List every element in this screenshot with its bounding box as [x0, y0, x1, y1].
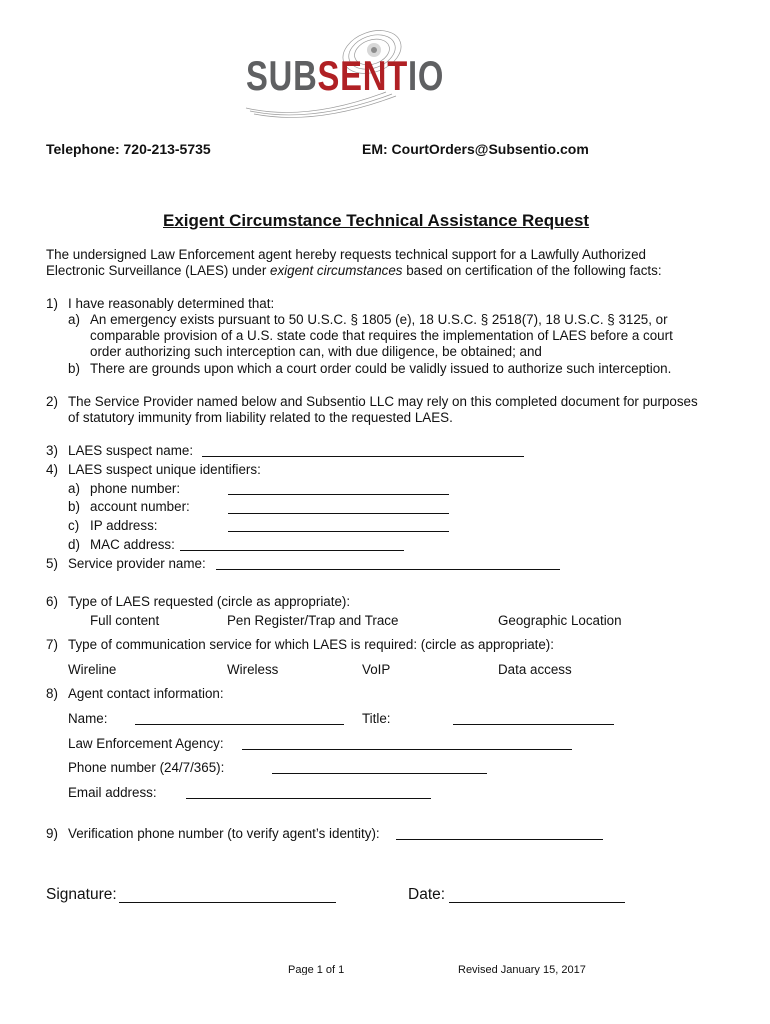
mac-address-label: MAC address: — [90, 537, 175, 552]
account-number-field[interactable] — [228, 513, 449, 514]
item-8-number: 8) — [46, 686, 58, 701]
mac-address-field[interactable] — [180, 550, 404, 551]
item-6-number: 6) — [46, 594, 58, 609]
option-wireless[interactable]: Wireless — [227, 662, 279, 677]
agent-contact-label: Agent contact information: — [68, 686, 224, 701]
page-number: Page 1 of 1 — [288, 964, 345, 975]
item-9-number: 9) — [46, 826, 58, 841]
agent-phone-field[interactable] — [272, 773, 487, 774]
phone-number-field[interactable] — [228, 494, 449, 495]
signature-label: Signature: — [46, 886, 117, 903]
option-full-content[interactable]: Full content — [90, 613, 160, 628]
agent-email-label: Email address: — [68, 785, 157, 800]
footer — [0, 964, 770, 975]
revision-date: Revised January 15, 2017 — [458, 964, 586, 975]
item-1a-line-2: comparable provision of a U.S. state code that requires the implementation of LAES before a court — [90, 328, 673, 343]
agent-name-label: Name: — [68, 711, 108, 726]
agent-phone-label: Phone number (24/7/365): — [68, 760, 225, 775]
item-3-number: 3) — [46, 443, 58, 458]
suspect-name-label: LAES suspect name: — [68, 443, 194, 458]
phone-number-label: phone number: — [90, 481, 181, 496]
laes-type-label: Type of LAES requested (circle as appropriate): — [68, 594, 351, 609]
item-4-number: 4) — [46, 462, 58, 477]
suspect-name-field[interactable] — [202, 456, 524, 457]
intro-line-2: Electronic Surveillance (LAES) under exigent circumstances based on certification of the following facts: — [46, 263, 662, 278]
item-1a-line-1: An emergency exists pursuant to 50 U.S.C. § 1805 (e), 18 U.S.C. § 2518(7), 18 U.S.C. § 3125, or — [90, 312, 668, 327]
agency-label: Law Enforcement Agency: — [68, 736, 224, 751]
item-4b-mark: b) — [68, 499, 80, 514]
service-provider-field[interactable] — [216, 569, 560, 570]
email-address: EM: CourtOrders@Subsentio.com — [362, 141, 589, 157]
option-geographic-location[interactable]: Geographic Location — [498, 613, 622, 628]
agent-title-label: Title: — [362, 711, 391, 726]
date-label: Date: — [408, 886, 446, 903]
agent-email-field[interactable] — [186, 798, 431, 799]
date-field[interactable] — [449, 902, 625, 903]
item-2-line-2: of statutory immunity from liability related to the requested LAES. — [68, 410, 453, 425]
service-provider-label: Service provider name: — [68, 556, 206, 571]
item-5-number: 5) — [46, 556, 58, 571]
item-1-number: 1) — [46, 296, 58, 311]
item-1b-text: There are grounds upon which a court order could be validly issued to authorize such interception. — [90, 361, 672, 376]
identifiers-label: LAES suspect unique identifiers: — [68, 462, 261, 477]
option-data-access[interactable]: Data access — [498, 662, 572, 677]
item-2-number: 2) — [46, 394, 58, 409]
ip-address-label: IP address: — [90, 518, 158, 533]
item-7-number: 7) — [46, 637, 58, 652]
item-2-line-1: The Service Provider named below and Subsentio LLC may rely on this completed document for purposes — [68, 394, 698, 409]
ip-address-field[interactable] — [228, 531, 449, 532]
item-4c-mark: c) — [68, 518, 80, 533]
verification-phone-label: Verification phone number (to verify agent’s identity): — [68, 826, 380, 841]
service-type-label: Type of communication service for which LAES is required: (circle as appropriate): — [68, 637, 554, 652]
item-4d-mark: d) — [68, 537, 80, 552]
brand-name: SUBSENTIO — [246, 52, 445, 99]
item-1-text: I have reasonably determined that: — [68, 296, 275, 311]
signature-field[interactable] — [119, 902, 336, 903]
telephone: Telephone: 720-213-5735 — [46, 141, 211, 157]
item-4a-mark: a) — [68, 481, 80, 496]
item-1b-mark: b) — [68, 361, 80, 376]
agency-field[interactable] — [242, 749, 572, 750]
agent-title-field[interactable] — [453, 724, 614, 725]
option-voip[interactable]: VoIP — [362, 662, 391, 677]
verification-phone-field[interactable] — [396, 839, 603, 840]
account-number-label: account number: — [90, 499, 190, 514]
option-pen-register[interactable]: Pen Register/Trap and Trace — [227, 613, 399, 628]
item-1a-mark: a) — [68, 312, 80, 327]
agent-name-field[interactable] — [135, 724, 344, 725]
option-wireline[interactable]: Wireline — [68, 662, 117, 677]
page-title: Exigent Circumstance Technical Assistance Request — [163, 211, 590, 230]
intro-line-1: The undersigned Law Enforcement agent hereby requests technical support for a Lawfully Authorized — [46, 247, 646, 262]
item-1a-line-3: order authorizing such interception can, with due diligence, be obtained; and — [90, 344, 542, 359]
